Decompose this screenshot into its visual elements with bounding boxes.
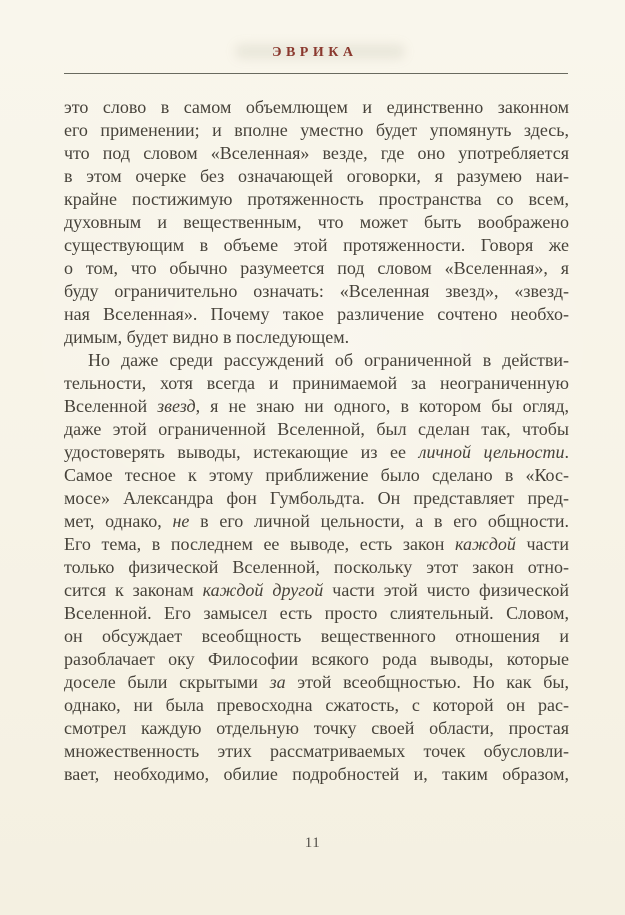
- text-segment: это слово в самом объемлющем и единственно законном: [64, 97, 569, 117]
- italic-text-segment: каждой другой: [202, 580, 324, 600]
- text-segment: части: [515, 534, 569, 554]
- text-line: [64, 165, 569, 188]
- text-segment: только физической Вселенной, поскольку этот закон отно-: [64, 557, 569, 577]
- text-segment: димым, будет видно в последующем.: [64, 327, 350, 347]
- text-line: [64, 280, 569, 303]
- text-line: [64, 694, 569, 717]
- text-segment: удостоверять выводы, истекающие из ее: [64, 442, 419, 462]
- text-line: [64, 418, 569, 441]
- text-line: [64, 671, 569, 694]
- text-line: [64, 533, 569, 556]
- text-line: [64, 556, 569, 579]
- text-line: [64, 96, 569, 119]
- italic-text-segment: звезд: [157, 396, 196, 416]
- text-segment: духовным и вещественным, что может быть воображено: [64, 212, 569, 232]
- text-segment: он обсуждает всеобщность вещественного отношения и: [64, 626, 569, 646]
- text-line: [64, 303, 569, 326]
- text-line: [64, 740, 569, 763]
- text-segment: однако, ни была превосходна сжатость, с которой он рас-: [64, 695, 569, 715]
- text-segment: , я не знаю ни одного, в котором бы огляд,: [195, 396, 569, 416]
- text-segment: мосе» Александра фон Гумбольдта. Он представляет пред-: [64, 488, 569, 508]
- text-line: [64, 602, 569, 625]
- text-line: [64, 579, 569, 602]
- text-segment: Вселенной. Его замысел есть просто слиятельный. Словом,: [64, 603, 569, 623]
- text-segment: буду ограничительно означать: «Вселенная звезд», «звезд-: [64, 281, 569, 301]
- body-text: [64, 96, 569, 786]
- text-segment: Вселенной: [64, 396, 158, 416]
- text-segment: Самое тесное к этому приближение было сделано в «Кос-: [64, 465, 569, 485]
- text-line: [64, 763, 569, 786]
- text-segment: мет, однако,: [64, 511, 173, 531]
- running-head: ЭВРИКА: [271, 45, 358, 60]
- text-segment: вает, необходимо, обилие подробностей и, таким образом,: [64, 764, 569, 784]
- text-segment: Но даже среди рассуждений об ограниченной в действи-: [88, 350, 569, 370]
- text-line: [64, 211, 569, 234]
- text-line: [64, 510, 569, 533]
- text-line: [64, 487, 569, 510]
- text-segment: существующим в объеме этой протяженности. Говоря же: [64, 235, 569, 255]
- text-segment: .: [564, 442, 569, 462]
- text-line: [64, 625, 569, 648]
- text-line: [64, 188, 569, 211]
- text-segment: крайне постижимую протяженность пространства со всем,: [64, 189, 569, 209]
- text-segment: Его тема, в последнем ее выводе, есть закон: [64, 534, 456, 554]
- text-segment: разоблачает оку Философии всякого рода выводы, которые: [64, 649, 569, 669]
- text-line: [64, 234, 569, 257]
- text-segment: сится к законам: [64, 580, 203, 600]
- italic-text-segment: не: [172, 511, 190, 531]
- text-line: [64, 349, 569, 372]
- text-segment: смотрел каждую отдельную точку своей области, простая: [64, 718, 569, 738]
- text-line: [64, 464, 569, 487]
- text-segment: тельности, хотя всегда и принимаемой за неограниченную: [64, 373, 569, 393]
- text-line: [64, 326, 569, 349]
- text-segment: доселе были скрытыми: [64, 672, 270, 692]
- text-segment: его применении; и вполне уместно будет упомянуть здесь,: [64, 120, 569, 140]
- text-line: [64, 257, 569, 280]
- header-rule: [64, 73, 568, 74]
- text-line: [64, 395, 569, 418]
- text-segment: части этой чисто физической: [323, 580, 570, 600]
- text-line: [64, 372, 569, 395]
- italic-text-segment: личной цельности: [418, 442, 565, 462]
- text-segment: даже этой ограниченной Вселенной, был сделан так, чтобы: [64, 419, 569, 439]
- text-segment: в этом очерке без означающей оговорки, я разумею наи-: [64, 166, 569, 186]
- text-segment: этой всеобщностью. Но как бы,: [285, 672, 569, 692]
- text-segment: о том, что обычно разумеется под словом «Вселенная», я: [64, 258, 569, 278]
- text-line: [64, 717, 569, 740]
- text-line: [64, 142, 569, 165]
- text-line: [64, 441, 569, 464]
- text-segment: ная Вселенная». Почему такое различение сочтено необхо-: [64, 304, 569, 324]
- text-line: [64, 648, 569, 671]
- italic-text-segment: за: [269, 672, 286, 692]
- italic-text-segment: каждой: [455, 534, 516, 554]
- text-segment: в его личной цельности, а в его общности.: [189, 511, 569, 531]
- text-line: [64, 119, 569, 142]
- text-segment: множественность этих рассматриваемых точек обусловли-: [64, 741, 569, 761]
- text-segment: что под словом «Вселенная» везде, где оно употребляется: [64, 143, 569, 163]
- page-number: 11: [304, 835, 321, 851]
